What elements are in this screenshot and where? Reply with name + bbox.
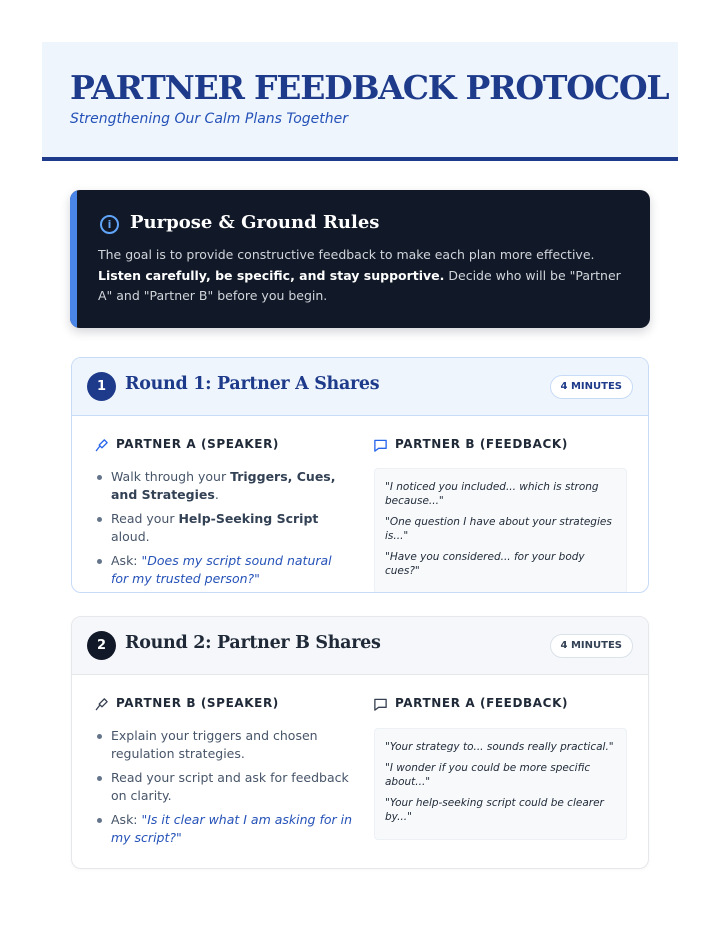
round-2-title: Round 2: Partner B Shares bbox=[125, 633, 381, 653]
feedback-prompt: "Your help-seeking script could be clearer by..." bbox=[385, 797, 604, 823]
round-2-feedback-heading: PARTNER A (FEEDBACK) bbox=[395, 696, 569, 710]
list-item: Read your script and ask for feedback on clarity. bbox=[94, 769, 352, 804]
round-2-time-badge: 4 MINUTES bbox=[550, 634, 633, 658]
microphone-icon bbox=[94, 697, 109, 712]
list-item-emphasis: Triggers, Cues, and Strategies bbox=[111, 469, 336, 502]
list-item bbox=[94, 811, 352, 846]
purpose-title: Purpose & Ground Rules bbox=[130, 212, 380, 233]
round-1-number-badge: 1 bbox=[87, 372, 116, 401]
list-item bbox=[94, 468, 352, 503]
round-2-card bbox=[71, 616, 649, 869]
list-item: Explain your triggers and chosen regulation strategies. bbox=[94, 727, 352, 762]
list-item bbox=[94, 552, 352, 587]
feedback-prompt: "I wonder if you could be more specific about..." bbox=[385, 762, 591, 788]
round-1-card bbox=[71, 357, 649, 593]
round-1-feedback-heading: PARTNER B (FEEDBACK) bbox=[395, 437, 568, 451]
list-item-text: aloud. bbox=[111, 528, 150, 544]
round-2-number-badge: 2 bbox=[87, 631, 116, 660]
round-1-speaker-heading: PARTNER A (SPEAKER) bbox=[116, 437, 280, 451]
microphone-icon bbox=[94, 438, 109, 453]
round-1-speaker-list bbox=[94, 468, 352, 593]
list-item-text: Ask: bbox=[111, 553, 142, 568]
round-2-speaker-list bbox=[94, 727, 352, 853]
list-item-emphasis: Help-Seeking Script bbox=[178, 511, 319, 526]
list-item-text: Ask: bbox=[111, 812, 142, 827]
page-subtitle: Strengthening Our Calm Plans Together bbox=[70, 111, 349, 127]
page-title: PARTNER FEEDBACK PROTOCOL bbox=[70, 68, 669, 107]
list-item-quote: "Does my script sound natural for my trusted person?" bbox=[111, 553, 332, 586]
list-item bbox=[94, 510, 352, 545]
feedback-prompt: "Your strategy to... sounds really practical." bbox=[385, 741, 614, 753]
round-2-feedback-prompts bbox=[374, 728, 627, 840]
info-icon: i bbox=[100, 215, 119, 234]
round-1-feedback-prompts bbox=[374, 468, 627, 593]
page-header bbox=[42, 42, 678, 159]
purpose-accent-bar bbox=[70, 190, 77, 328]
list-item-text: Read your bbox=[111, 511, 179, 526]
purpose-text-outro: Decide who will be "Partner A" and "Partner B" before you begin. bbox=[98, 267, 621, 303]
list-item-text: Walk through your bbox=[111, 469, 231, 484]
list-item-text: . bbox=[214, 486, 219, 502]
purpose-text-intro: The goal is to provide constructive feedback to make each plan more effective. bbox=[98, 247, 595, 262]
chat-bubble-icon bbox=[373, 438, 388, 453]
round-2-header bbox=[72, 617, 648, 675]
round-2-speaker-heading: PARTNER B (SPEAKER) bbox=[116, 696, 279, 710]
chat-bubble-icon bbox=[373, 697, 388, 712]
feedback-prompt: "Have you considered... for your body cues?" bbox=[385, 551, 585, 577]
purpose-card bbox=[70, 190, 650, 328]
header-divider bbox=[42, 157, 678, 161]
feedback-prompt: "I noticed you included... which is strong because..." bbox=[385, 481, 599, 507]
purpose-text bbox=[98, 245, 634, 307]
round-1-title: Round 1: Partner A Shares bbox=[125, 374, 380, 394]
list-item-quote: "Is it clear what I am asking for in my script?" bbox=[111, 812, 352, 845]
round-1-header bbox=[72, 358, 648, 416]
feedback-prompt: "One question I have about your strategies is..." bbox=[385, 516, 612, 542]
purpose-text-emphasis: Listen carefully, be specific, and stay supportive. bbox=[98, 267, 445, 283]
round-1-time-badge: 4 MINUTES bbox=[550, 375, 633, 399]
